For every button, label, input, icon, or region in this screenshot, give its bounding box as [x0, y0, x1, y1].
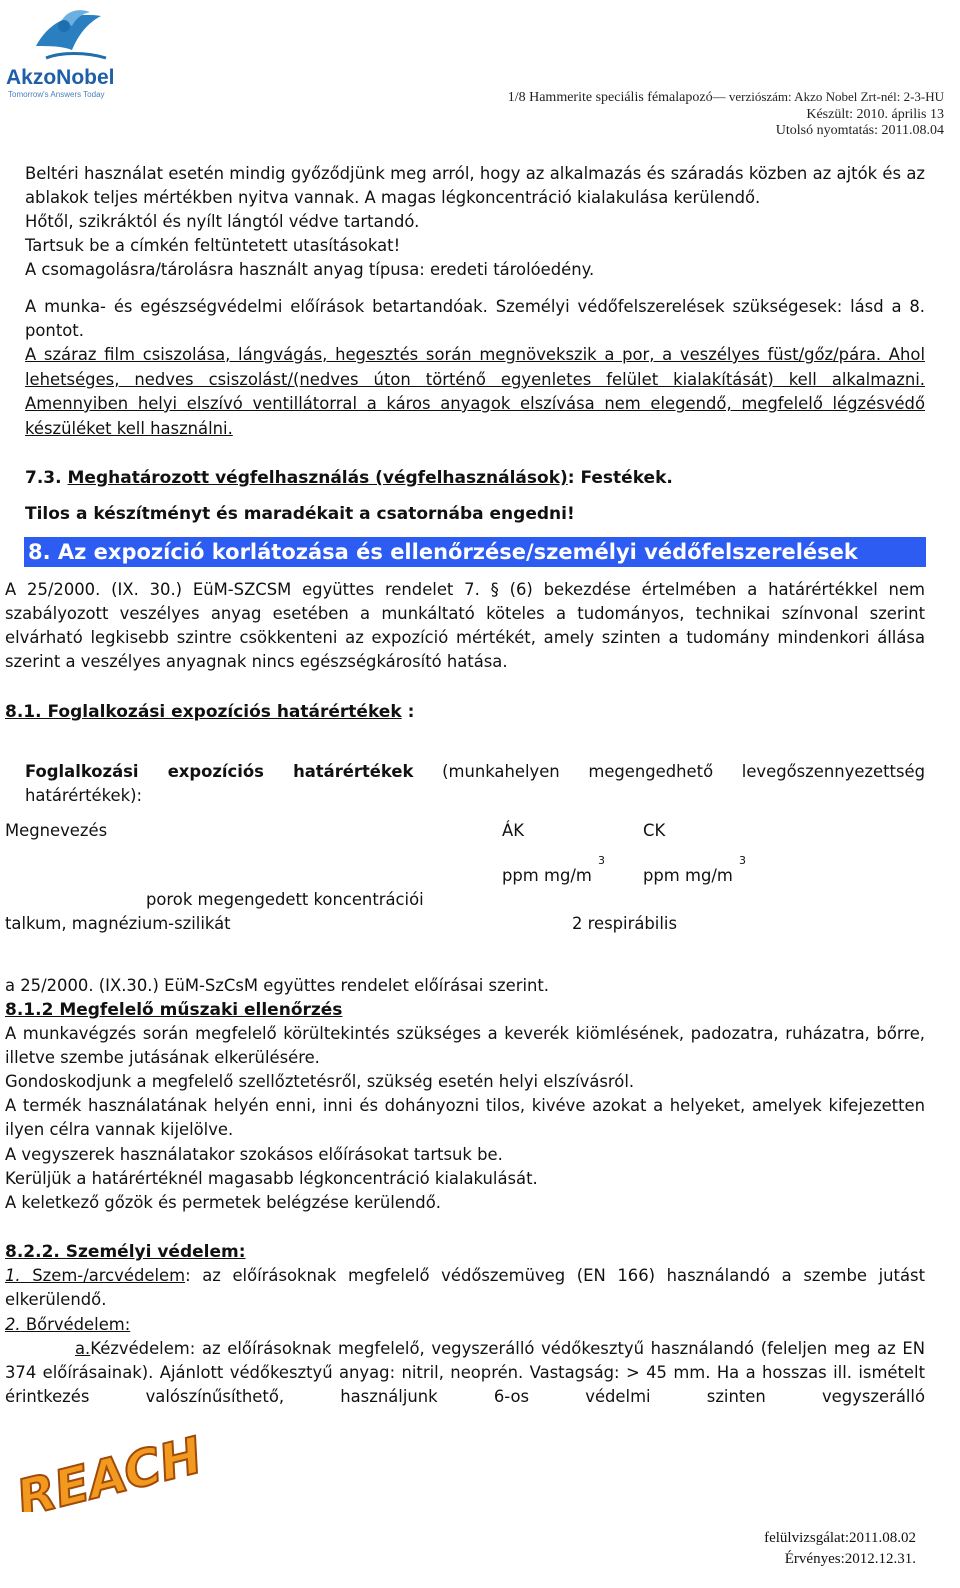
unit-ak-text: ppm mg/m	[502, 866, 592, 885]
logo-tagline: Tomorrow's Answers Today	[8, 90, 105, 99]
intro-p1: Beltéri használat esetén mindig győződjünk meg arról, hogy az alkalmazás és száradás közben az ajtók és az ablakok teljes mértékben nyitva vannak. A magas légkoncentráció kialakulása kerülendő.	[25, 164, 925, 207]
eng-control-1: A munkavégzés során megfelelő körültekintés szükséges a keverék kiömlésének, padozatra, ruházatra, bőrre, illetve szembe jutásának elkerülésére.	[5, 1024, 925, 1067]
section-8-1-2-heading: 8.1.2 Megfelelő műszaki ellenőrzés	[5, 1000, 343, 1020]
section-8-1-heading: 8.1. Foglalkozási expozíciós határértékek	[5, 702, 402, 722]
col-ck-header: CK	[643, 821, 666, 840]
version: — verziószám: Akzo Nobel Zrt-nél: 2-3-HU	[712, 89, 944, 104]
doc-title: 1/8 Hammerite speciális fémalapozó	[507, 90, 713, 105]
intro-p6: A száraz film csiszolása, lángvágás, hegesztés során megnövekszik a por, a veszélyes füst/gőz/pára. Ahol lehetséges, nedves csiszolást/(nedves úton történő egyenletes felület kialakítását) kell alkalmazni. Amennyiben helyi elszívó ventillátorral a káros anyagok elszívása nem elegendő, megfelelő légzésvédő készüléket kell használni.	[25, 345, 925, 438]
item-2-number: 2.	[5, 1315, 21, 1334]
intro-p2: Hőtől, szikráktól és nyílt lángtól védve tartandó.	[25, 212, 420, 231]
section-7-3-number: 7.3.	[25, 468, 62, 488]
eye-protection	[5, 1264, 925, 1312]
drain-warning: Tilos a készítményt és maradékait a csatornába engedni!	[25, 504, 575, 524]
substance-name: talkum, magnézium-szilikát	[5, 914, 231, 933]
substance-value: 2 respirábilis	[572, 914, 677, 933]
item-1-label: Szem-/arcvédelem	[20, 1266, 186, 1285]
unit-ak-sup: 3	[598, 854, 605, 867]
unit-ck	[643, 854, 746, 885]
section-7-3-rest: : Festékek.	[567, 468, 673, 488]
header-created: Készült: 2010. április 13	[806, 107, 944, 122]
oel-subheading-rest: (munkahelyen megengedhető levegőszennyezettség határértékek):	[25, 762, 925, 805]
unit-ck-text: ppm mg/m	[643, 866, 733, 885]
section-7-3	[25, 467, 925, 491]
section-7-3-title: Meghatározott végfelhasználás (végfelhasználások)	[67, 468, 568, 488]
intro-p5: A munka- és egészségvédelmi előírások betartandóak. Személyi védőfelszerelések szükségesek: lásd a 8. pontot.	[25, 297, 925, 340]
logo-text: AkzoNobel	[6, 66, 115, 89]
intro-p3: Tartsuk be a címkén feltüntetett utasításokat!	[25, 236, 401, 255]
item-2a-text: Kézvédelem: az előírásoknak megfelelő, vegyszerálló védőkesztyű használandó (feleljen meg az EN 374 előírásainak). Ajánlott védőkesztyű anyag: nitril, neoprén. Vastagság: > 45 mm. Ha a hosszas ill. ismételt érintkezés valószínűsíthető, használjunk 6-os védelmi szinten vegyszerálló	[5, 1339, 925, 1406]
item-2a-letter: a.	[75, 1339, 91, 1358]
header-printed: Utolsó nyomtatás: 2011.08.04	[775, 123, 944, 138]
oel-subheading	[25, 760, 925, 807]
oel-subheading-bold: Foglalkozási expozíciós határértékek	[25, 762, 414, 781]
akzonobel-logo	[6, 6, 136, 102]
section-8-2-2-heading: 8.2.2. Személyi védelem:	[5, 1242, 246, 1262]
skin-protection	[5, 1313, 925, 1337]
item-2-label: Bőrvédelem:	[20, 1315, 131, 1334]
item-1-text: : az előírásoknak megfelelő védőszemüveg (EN 166) használandó a szembe jutást elkerülendő.	[5, 1266, 925, 1309]
valid-date: Érvényes:2012.12.31.	[784, 1551, 916, 1567]
hand-protection	[5, 1337, 925, 1409]
section-8-1-colon: :	[401, 702, 415, 722]
item-1-number: 1.	[5, 1266, 21, 1285]
intro-p4: A csomagolásra/tárolásra használt anyag típusa: eredeti tárolóedény.	[25, 260, 595, 279]
section-8-intro: A 25/2000. (IX. 30.) EüM-SZCSM együttes rendelet 7. § (6) bekezdése értelmében a határértékkel nem szabályozott veszélyes anyag esetében a munkáltató köteles a tudományos, technikai színvonal szerint elvárható legkisebb szintre csökkenteni az expozíció mértékét, amely szinten a tudomány mindenkori állása szerint a veszélyes anyagnak nincs egészségkárosító hatása.	[5, 580, 925, 671]
eng-control-4: A vegyszerek használatakor szokásos előírásokat tartsuk be.	[5, 1145, 503, 1164]
reach-logo-graphic	[6, 1422, 212, 1512]
header-line1	[508, 88, 944, 107]
dust-group: porok megengedett koncentrációi	[146, 890, 424, 909]
section-8-1	[5, 700, 925, 724]
eng-control-6: A keletkező gőzök és permetek belégzése kerülendő.	[5, 1193, 441, 1212]
regulation-note: a 25/2000. (IX.30.) EüM-SzCsM együttes rendelet előírásai szerint.	[5, 976, 550, 995]
eng-control-5: Kerüljük a határértéknél magasabb légkoncentráció kialakulását.	[5, 1169, 538, 1188]
section-8-heading: 8. Az expozíció korlátozása és ellenőrzése/személyi védőfelszerelések	[24, 537, 926, 567]
eng-control-2: Gondoskodjunk a megfelelő szellőztetésről, szükség esetén helyi elszívásról.	[5, 1072, 635, 1091]
unit-ck-sup: 3	[739, 854, 746, 867]
col-ak-header: ÁK	[502, 821, 524, 840]
review-date: felülvizsgálat:2011.08.02	[764, 1530, 916, 1546]
col-name-header: Megnevezés	[5, 821, 108, 840]
reach-logo	[6, 1422, 212, 1512]
eng-control-3: A termék használatának helyén enni, inni és dohányozni tilos, kivéve azokat a helyeket, amelyek kifejezetten ilyen célra vannak kijelölve.	[5, 1096, 925, 1139]
unit-ak	[502, 854, 605, 885]
reach-logo-text: REACH	[11, 1426, 208, 1512]
